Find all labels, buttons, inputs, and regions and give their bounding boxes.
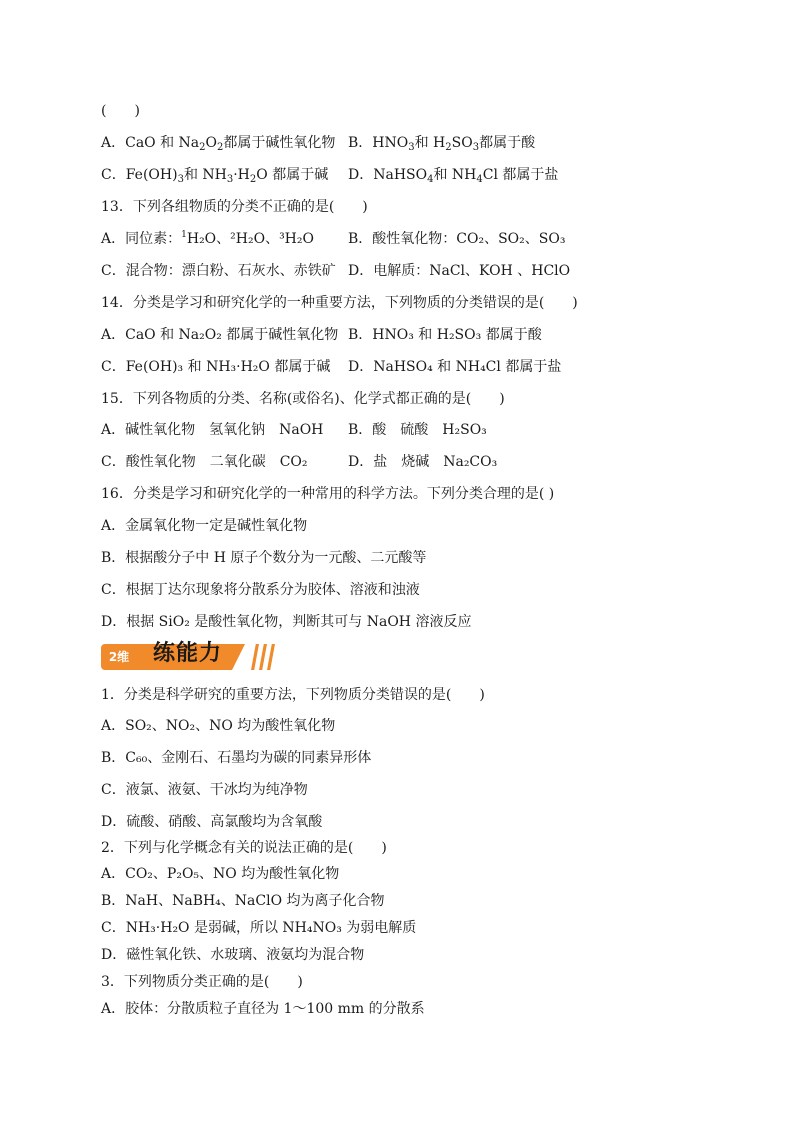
q14-option-d: D．NaHSO₄ 和 NH₄Cl 都属于盐: [348, 359, 562, 375]
q15-option-c: C．酸性氧化物 二氧化碳 CO₂: [101, 454, 308, 470]
p2-option-b: B．NaH、NaBH₄、NaClO 均为离子化合物: [101, 893, 385, 909]
p3-stem: 3．下列物质分类正确的是( ): [101, 974, 303, 990]
q16-option-c: C．根据丁达尔现象将分散系分为胶体、溶液和浊液: [101, 582, 420, 598]
q14-option-b: B．HNO₃ 和 H₂SO₃ 都属于酸: [348, 327, 542, 343]
q14-option-c: C．Fe(OH)₃ 和 NH₃·H₂O 都属于碱: [101, 359, 331, 375]
section-banner: [101, 641, 291, 673]
p1-option-c: C．液氯、液氨、干冰均为纯净物: [101, 782, 308, 798]
p2-option-d: D．磁性氧化铁、水玻璃、液氨均为混合物: [101, 947, 365, 963]
q14-option-a: A．CaO 和 Na₂O₂ 都属于碱性氧化物: [101, 327, 339, 343]
q16-option-b: B．根据酸分子中 H 原子个数分为一元酸、二元酸等: [101, 550, 427, 566]
q12-option-a: A．CaO 和 $Na_2O_2$都属于碱性氧化物: [101, 135, 336, 153]
q16-option-d: D．根据 SiO₂ 是酸性氧化物，判断其可与 NaOH 溶液反应: [101, 614, 472, 630]
q13-option-c: C．混合物：漂白粉、石灰水、赤铁矿: [101, 263, 336, 279]
section-badge: 2维: [101, 644, 137, 670]
q15-option-b: B．酸 硫酸 H₂SO₃: [348, 422, 487, 438]
p1-stem: 1．分类是科学研究的重要方法，下列物质分类错误的是( ): [101, 687, 485, 703]
p1-option-b: B．C₆₀、金刚石、石墨均为碳的同素异形体: [101, 750, 372, 766]
q12-option-b: B．$HNO_3$和 $H_2SO_3$都属于酸: [348, 135, 536, 153]
q15-option-a: A．碱性氧化物 氢氧化钠 NaOH: [101, 422, 324, 438]
q15-option-d: D．盐 烧碱 Na₂CO₃: [348, 454, 498, 470]
q13-stem: 13．下列各组物质的分类不正确的是( ): [101, 199, 368, 215]
q14-stem: 14．分类是学习和研究化学的一种重要方法，下列物质的分类错误的是( ): [101, 295, 578, 311]
q12-option-c: C．$Fe(OH)_3$和 $NH_3\cdot H_2O$ 都属于碱: [101, 167, 329, 185]
p3-option-a: A．胶体：分散质粒子直径为 1～100 mm 的分散系: [101, 1001, 425, 1017]
p1-option-d: D．硫酸、硝酸、高氯酸均为含氧酸: [101, 814, 323, 830]
q16-stem: 16．分类是学习和研究化学的一种常用的科学方法。下列分类合理的是( ): [101, 486, 555, 502]
section-title: 练能力: [153, 641, 223, 666]
q13-option-d: D．电解质：NaCl、KOH 、HClO: [348, 263, 571, 279]
q16-option-a: A．金属氧化物一定是碱性氧化物: [101, 518, 308, 534]
p2-option-a: A．CO₂、P₂O₅、NO 均为酸性氧化物: [101, 866, 340, 882]
q13-option-b: B．酸性氧化物：CO₂、SO₂、SO₃: [348, 231, 566, 247]
q13-option-a: A．同位素：$^1$H₂O、²H₂O、³H₂O: [101, 230, 314, 247]
q12-option-d: D．NaHSO$_4$和 $NH_4Cl$ 都属于盐: [348, 167, 559, 185]
q15-stem: 15．下列各物质的分类、名称(或俗名)、化学式都正确的是( ): [101, 391, 505, 407]
p1-option-a: A．SO₂、NO₂、NO 均为酸性氧化物: [101, 718, 336, 734]
p2-option-c: C．NH₃·H₂O 是弱碱，所以 NH₄NO₃ 为弱电解质: [101, 920, 417, 936]
p2-stem: 2．下列与化学概念有关的说法正确的是( ): [101, 840, 387, 856]
q12-answer-blank: ( ): [101, 103, 140, 119]
